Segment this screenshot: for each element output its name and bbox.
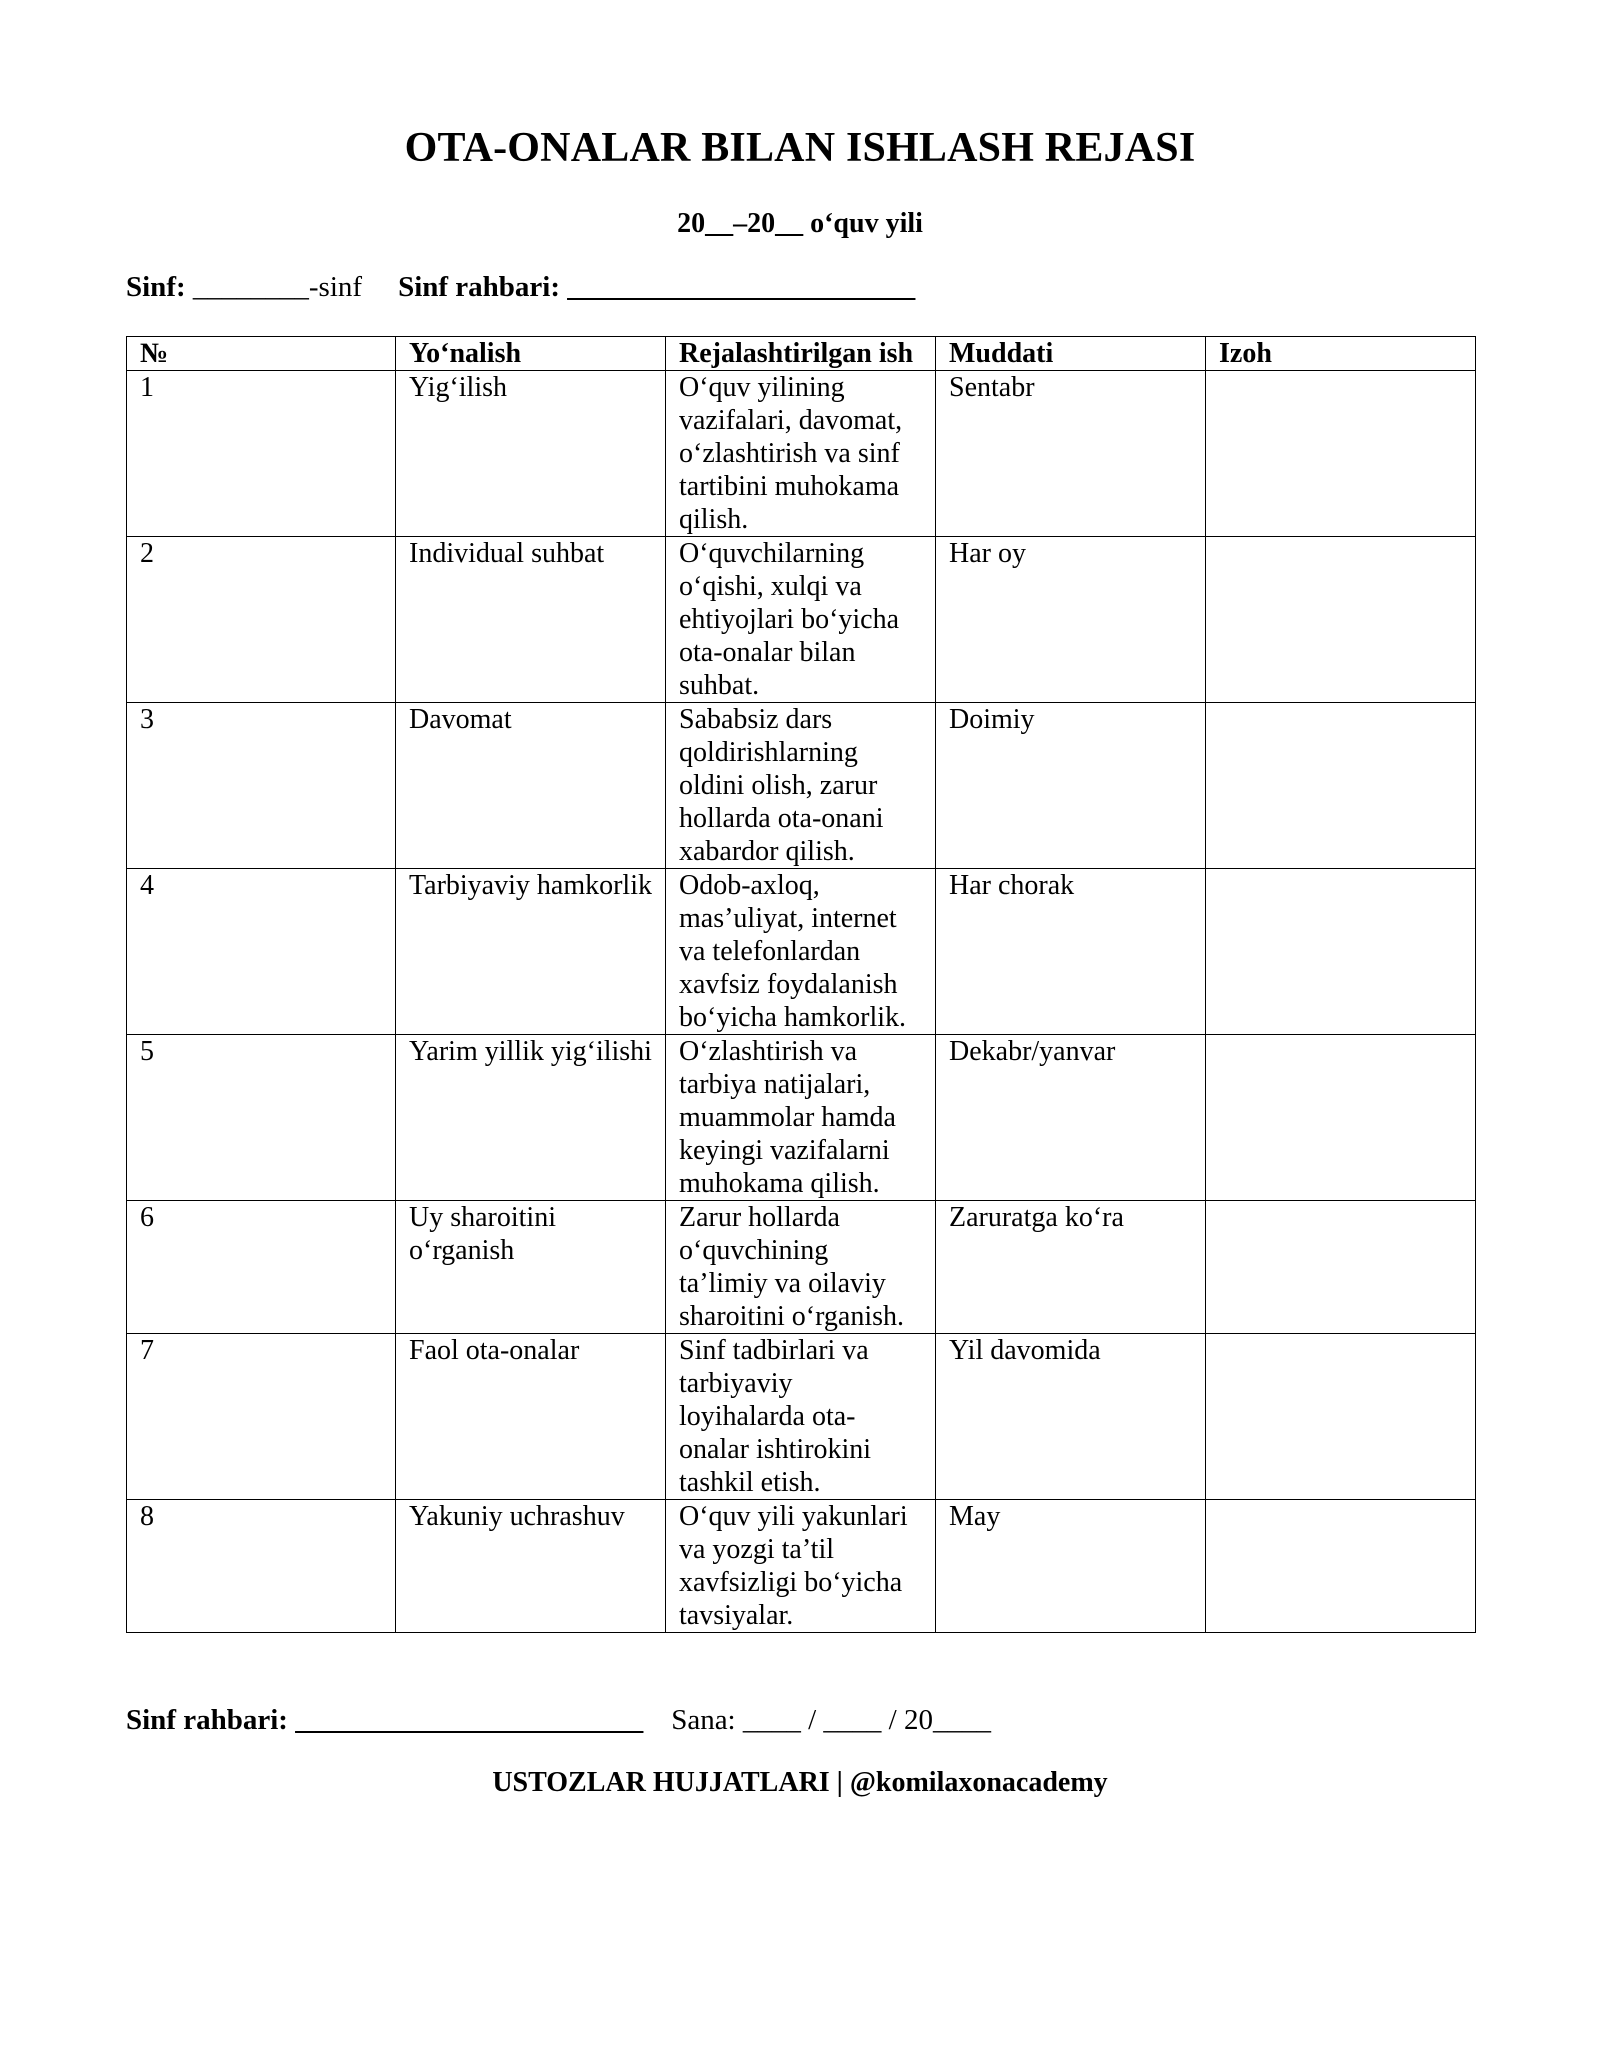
- row-deadline: Zaruratga ko‘ra: [936, 1201, 1206, 1334]
- row-number: 2: [127, 537, 396, 703]
- row-planned-work: Sinf tadbirlari va tarbiyaviy loyihalarda ota-onalar ishtirokini tashkil etish.: [666, 1334, 936, 1500]
- row-planned-work: Zarur hollarda o‘quvchining ta’limiy va oilaviy sharoitini o‘rganish.: [666, 1201, 936, 1334]
- row-note: [1206, 869, 1476, 1035]
- row-note: [1206, 371, 1476, 537]
- row-planned-work: O‘zlashtirish va tarbiya natijalari, muammolar hamda keyingi vazifalarni muhokama qilish.: [666, 1035, 936, 1201]
- row-number: 4: [127, 869, 396, 1035]
- row-deadline: Har oy: [936, 537, 1206, 703]
- header-note: Izoh: [1206, 337, 1476, 371]
- row-deadline: Dekabr/yanvar: [936, 1035, 1206, 1201]
- row-deadline: Doimiy: [936, 703, 1206, 869]
- table-row: [127, 537, 1476, 703]
- teacher-label: Sinf rahbari:: [398, 271, 560, 303]
- table-row: [127, 1201, 1476, 1334]
- row-planned-work: O‘quvchilarning o‘qishi, xulqi va ehtiyojlari bo‘yicha ota-onalar bilan suhbat.: [666, 537, 936, 703]
- row-number: 5: [127, 1035, 396, 1201]
- table-row: [127, 371, 1476, 537]
- row-note: [1206, 703, 1476, 869]
- row-direction: Yig‘ilish: [396, 371, 666, 537]
- row-deadline: May: [936, 1500, 1206, 1633]
- row-direction: Yakuniy uchrashuv: [396, 1500, 666, 1633]
- class-blank: ________-sinf: [185, 271, 363, 303]
- brand-footer: USTOZLAR HUJJATLARI | @komilaxonacademy: [492, 1767, 1108, 1798]
- document-title: OTA-ONALAR BILAN ISHLASH REJASI: [404, 125, 1196, 171]
- header-number: №: [127, 337, 396, 371]
- row-note: [1206, 1500, 1476, 1633]
- signature-line: [126, 1704, 991, 1737]
- header-planned-work: Rejalashtirilgan ish: [666, 337, 936, 371]
- class-label: Sinf:: [126, 271, 186, 303]
- row-note: [1206, 537, 1476, 703]
- header-deadline: Muddati: [936, 337, 1206, 371]
- table-row: [127, 1035, 1476, 1201]
- row-note: [1206, 1201, 1476, 1334]
- class-info-line: [126, 271, 915, 304]
- row-number: 3: [127, 703, 396, 869]
- row-number: 7: [127, 1334, 396, 1500]
- row-direction: Faol ota-onalar: [396, 1334, 666, 1500]
- footer-teacher-blank: ________________________: [287, 1704, 644, 1736]
- table-row: [127, 703, 1476, 869]
- table-header-row: [127, 337, 1476, 371]
- row-deadline: Sentabr: [936, 371, 1206, 537]
- table-row: [127, 1500, 1476, 1633]
- date-field: Sana: ____ / ____ / 20____: [671, 1704, 991, 1736]
- row-deadline: Har chorak: [936, 869, 1206, 1035]
- row-number: 8: [127, 1500, 396, 1633]
- row-planned-work: O‘quv yili yakunlari va yozgi ta’til xavfsizligi bo‘yicha tavsiyalar.: [666, 1500, 936, 1633]
- row-deadline: Yil davomida: [936, 1334, 1206, 1500]
- teacher-blank: ________________________: [560, 271, 916, 303]
- row-direction: Tarbiyaviy hamkorlik: [396, 869, 666, 1035]
- table-row: [127, 1334, 1476, 1500]
- academic-year: 20__–20__ o‘quv yili: [677, 208, 923, 239]
- row-planned-work: Sababsiz dars qoldirishlarning oldini olish, zarur hollarda ota-onani xabardor qilish.: [666, 703, 936, 869]
- footer-teacher-label: Sinf rahbari:: [126, 1704, 288, 1736]
- row-number: 6: [127, 1201, 396, 1334]
- row-note: [1206, 1035, 1476, 1201]
- plan-table: [126, 336, 1476, 1633]
- row-direction: Davomat: [396, 703, 666, 869]
- row-number: 1: [127, 371, 396, 537]
- row-planned-work: Odob-axloq, mas’uliyat, internet va telefonlardan xavfsiz foydalanish bo‘yicha hamkorlik.: [666, 869, 936, 1035]
- header-direction: Yo‘nalish: [396, 337, 666, 371]
- row-note: [1206, 1334, 1476, 1500]
- row-direction: Uy sharoitini o‘rganish: [396, 1201, 666, 1334]
- row-direction: Yarim yillik yig‘ilishi: [396, 1035, 666, 1201]
- row-planned-work: O‘quv yilining vazifalari, davomat, o‘zlashtirish va sinf tartibini muhokama qilish.: [666, 371, 936, 537]
- row-direction: Individual suhbat: [396, 537, 666, 703]
- table-row: [127, 869, 1476, 1035]
